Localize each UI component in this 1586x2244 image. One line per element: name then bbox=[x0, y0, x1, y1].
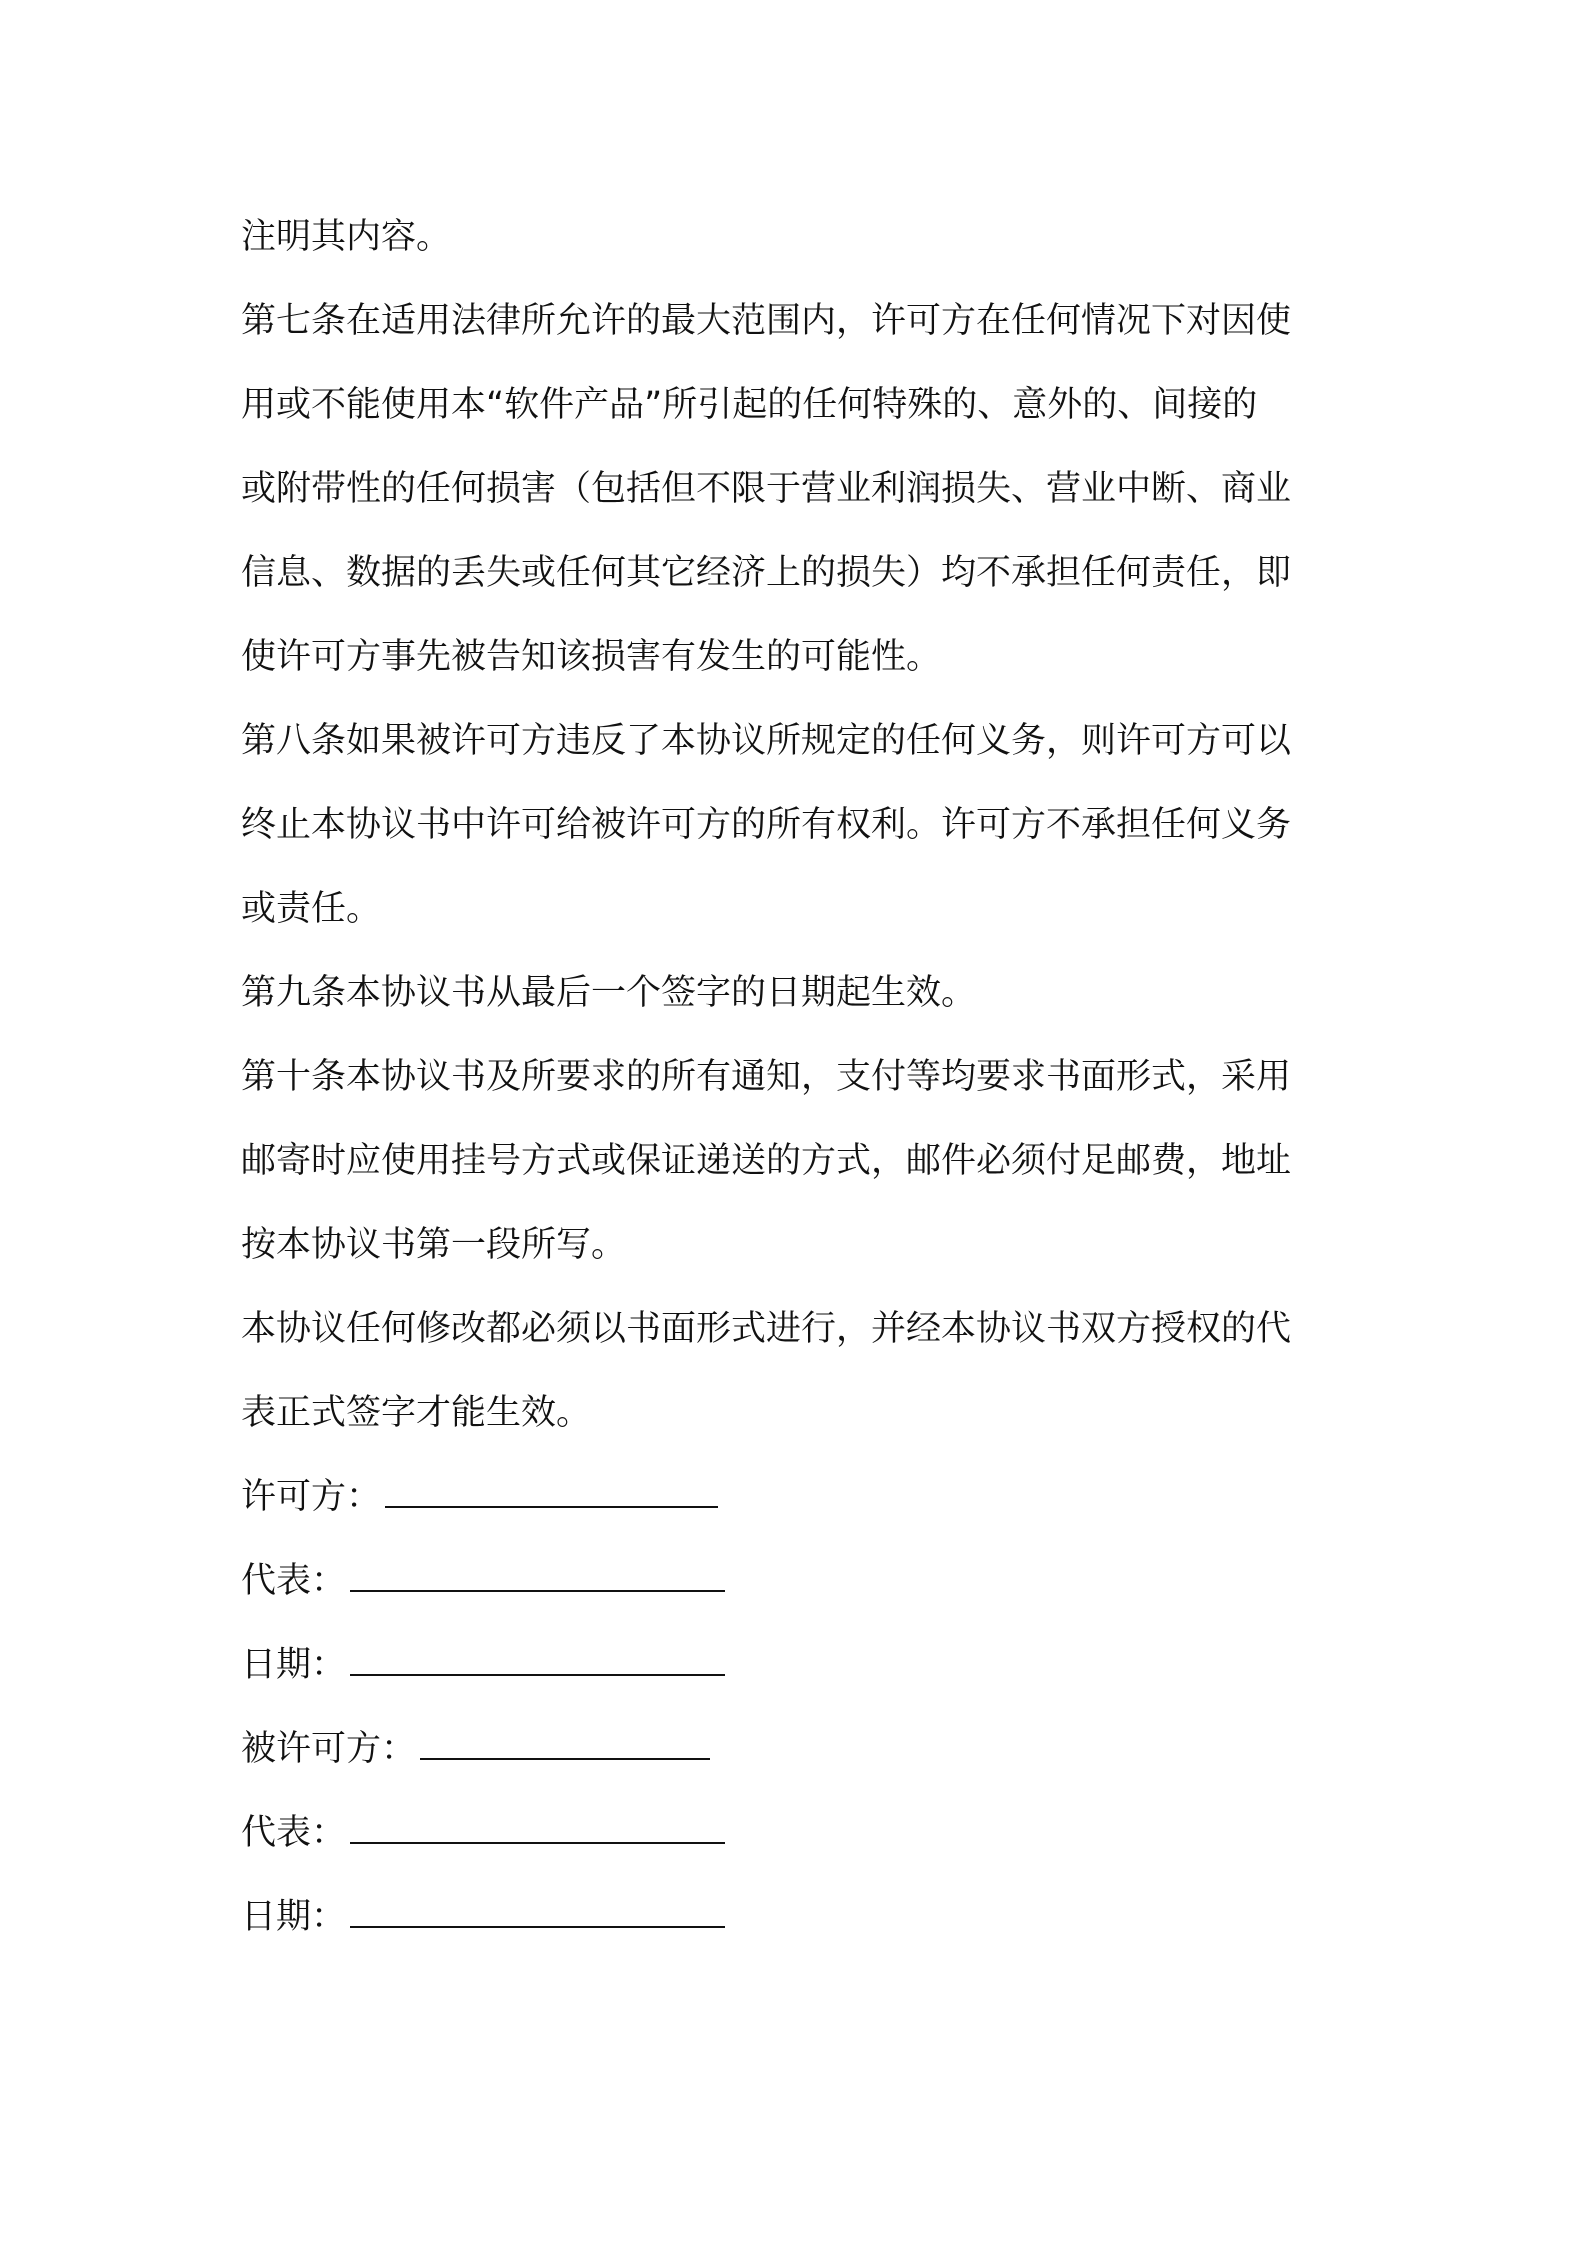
text-line: 终止本协议书中许可给被许可方的所有权利。许可方不承担任何义务 bbox=[241, 805, 1292, 845]
signature-label: 代表： bbox=[241, 1813, 347, 1853]
signature-blank[interactable] bbox=[350, 1792, 725, 1844]
text-line: 按本协议书第一段所写。 bbox=[241, 1225, 627, 1265]
signature-row-licensor-representative bbox=[241, 1539, 1361, 1623]
signature-label: 日期： bbox=[241, 1645, 347, 1685]
text-line: 用或不能使用本“软件产品”所引起的任何特殊的、意外的、间接的 bbox=[241, 385, 1258, 425]
text-line: 或责任。 bbox=[241, 889, 382, 929]
signature-blank[interactable] bbox=[385, 1456, 718, 1508]
text-line: 邮寄时应使用挂号方式或保证递送的方式，邮件必须付足邮费，地址 bbox=[241, 1141, 1292, 1181]
text-line: 使许可方事先被告知该损害有发生的可能性。 bbox=[241, 637, 942, 677]
signature-label: 日期： bbox=[241, 1897, 347, 1937]
text-line: 表正式签字才能生效。 bbox=[241, 1393, 592, 1433]
signature-block bbox=[241, 1455, 1361, 1959]
signature-row-licensor bbox=[241, 1455, 1361, 1539]
signature-row-licensor-date bbox=[241, 1623, 1361, 1707]
signature-row-licensee bbox=[241, 1707, 1361, 1791]
text-line: 第十条本协议书及所要求的所有通知，支付等均要求书面形式，采用 bbox=[241, 1057, 1292, 1097]
text-line: 注明其内容。 bbox=[241, 217, 452, 257]
signature-blank[interactable] bbox=[350, 1540, 725, 1592]
document-page bbox=[241, 195, 1361, 1959]
text-line: 第九条本协议书从最后一个签字的日期起生效。 bbox=[241, 973, 977, 1013]
text-line: 第八条如果被许可方违反了本协议所规定的任何义务，则许可方可以 bbox=[241, 721, 1292, 761]
signature-blank[interactable] bbox=[420, 1708, 710, 1760]
text-line: 本协议任何修改都必须以书面形式进行，并经本协议书双方授权的代 bbox=[241, 1309, 1292, 1349]
document-body bbox=[241, 195, 1361, 1455]
signature-row-licensee-date bbox=[241, 1875, 1361, 1959]
text-line: 第七条在适用法律所允许的最大范围内，许可方在任何情况下对因使 bbox=[241, 301, 1292, 341]
signature-blank[interactable] bbox=[350, 1624, 725, 1676]
signature-label: 被许可方： bbox=[241, 1729, 417, 1769]
signature-row-licensee-representative bbox=[241, 1791, 1361, 1875]
signature-label: 许可方： bbox=[241, 1477, 382, 1517]
text-line: 信息、数据的丢失或任何其它经济上的损失）均不承担任何责任，即 bbox=[241, 553, 1292, 593]
text-line: 或附带性的任何损害（包括但不限于营业利润损失、营业中断、商业 bbox=[241, 469, 1292, 509]
signature-blank[interactable] bbox=[350, 1876, 725, 1928]
signature-label: 代表： bbox=[241, 1561, 347, 1601]
